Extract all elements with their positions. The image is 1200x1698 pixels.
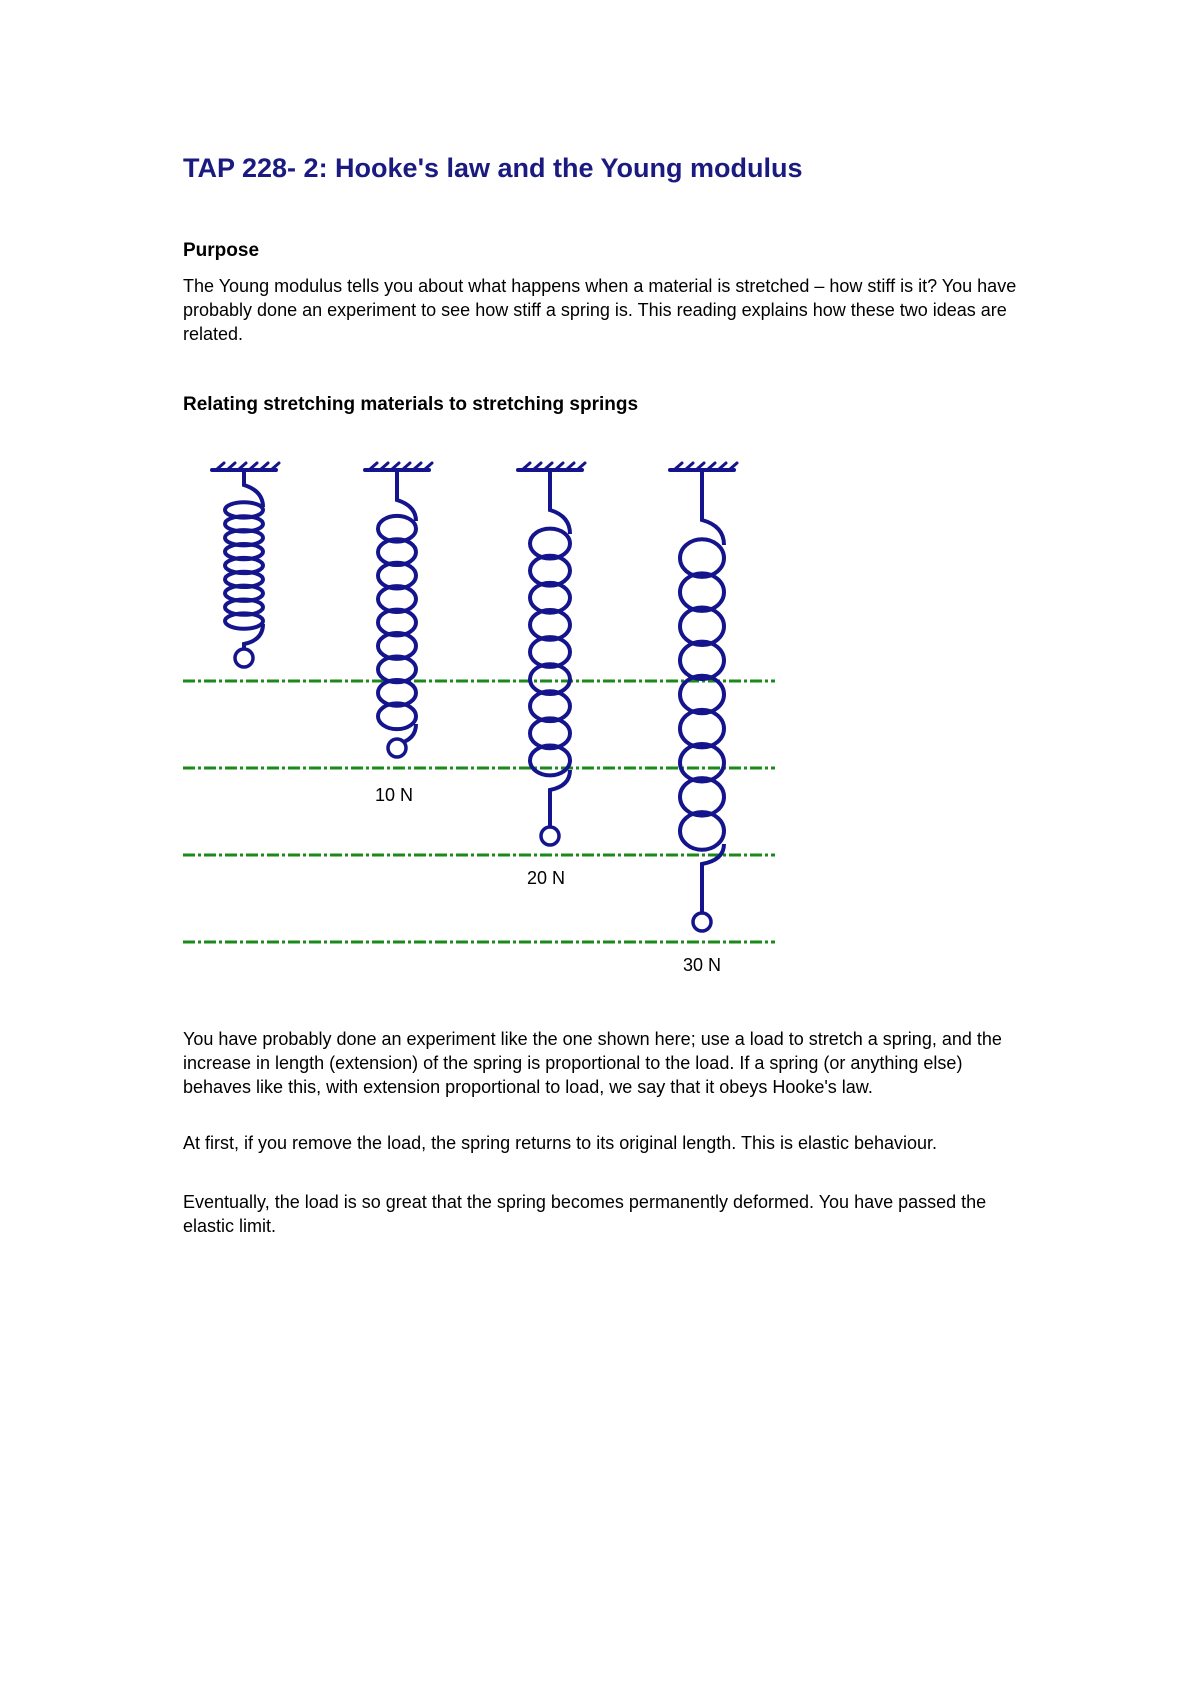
- spring-coil: [680, 744, 724, 782]
- spring-tail: [550, 770, 570, 827]
- spring-1: [212, 463, 279, 667]
- spring-3: [518, 463, 585, 845]
- page-title: TAP 228- 2: Hooke's law and the Young modulus: [183, 153, 803, 183]
- springs: [212, 463, 737, 931]
- load-ring: [235, 649, 253, 667]
- load-ring: [541, 827, 559, 845]
- purpose-paragraph: The Young modulus tells you about what happens when a material is stretched – how stiff is it? You have probably done an experiment to see how stiff a spring is. This reading explains how these two ideas are related.: [183, 276, 1017, 344]
- body-paragraph-elastic-limit: Eventually, the load is so great that the spring becomes permanently deformed. You have passed the elastic limit.: [183, 1192, 987, 1236]
- spring-top-hook: [550, 470, 570, 534]
- load-ring: [693, 913, 711, 931]
- load-label-20n: 20 N: [527, 868, 566, 888]
- spring-4: [670, 463, 737, 931]
- body-paragraph-hookes-law: You have probably done an experiment like the one shown here; use a load to stretch a spring, and the increase in length (extension) of the spring is proportional to the load. If a spring (or anything else) behaves like this, with extension proportional to load, we say that it obeys Hooke's law.: [183, 1029, 1002, 1097]
- section-heading: Relating stretching materials to stretching springs: [183, 394, 639, 415]
- spring-coil: [680, 642, 724, 680]
- spring-coil: [680, 573, 724, 611]
- purpose-heading: Purpose: [183, 240, 260, 261]
- body-paragraph-elastic-behaviour: At first, if you remove the load, the spring returns to its original length. This is elastic behaviour.: [183, 1133, 938, 1153]
- spring-coil: [680, 778, 724, 816]
- spring-top-hook: [397, 470, 416, 521]
- load-ring: [388, 739, 406, 757]
- spring-coil: [680, 539, 724, 577]
- spring-coil: [680, 710, 724, 748]
- load-label-30n: 30 N: [683, 955, 722, 975]
- spring-2: [365, 463, 432, 757]
- spring-top-hook: [702, 470, 724, 545]
- spring-coil: [680, 608, 724, 646]
- load-label-10n: 10 N: [375, 785, 414, 805]
- spring-coil: [680, 812, 724, 850]
